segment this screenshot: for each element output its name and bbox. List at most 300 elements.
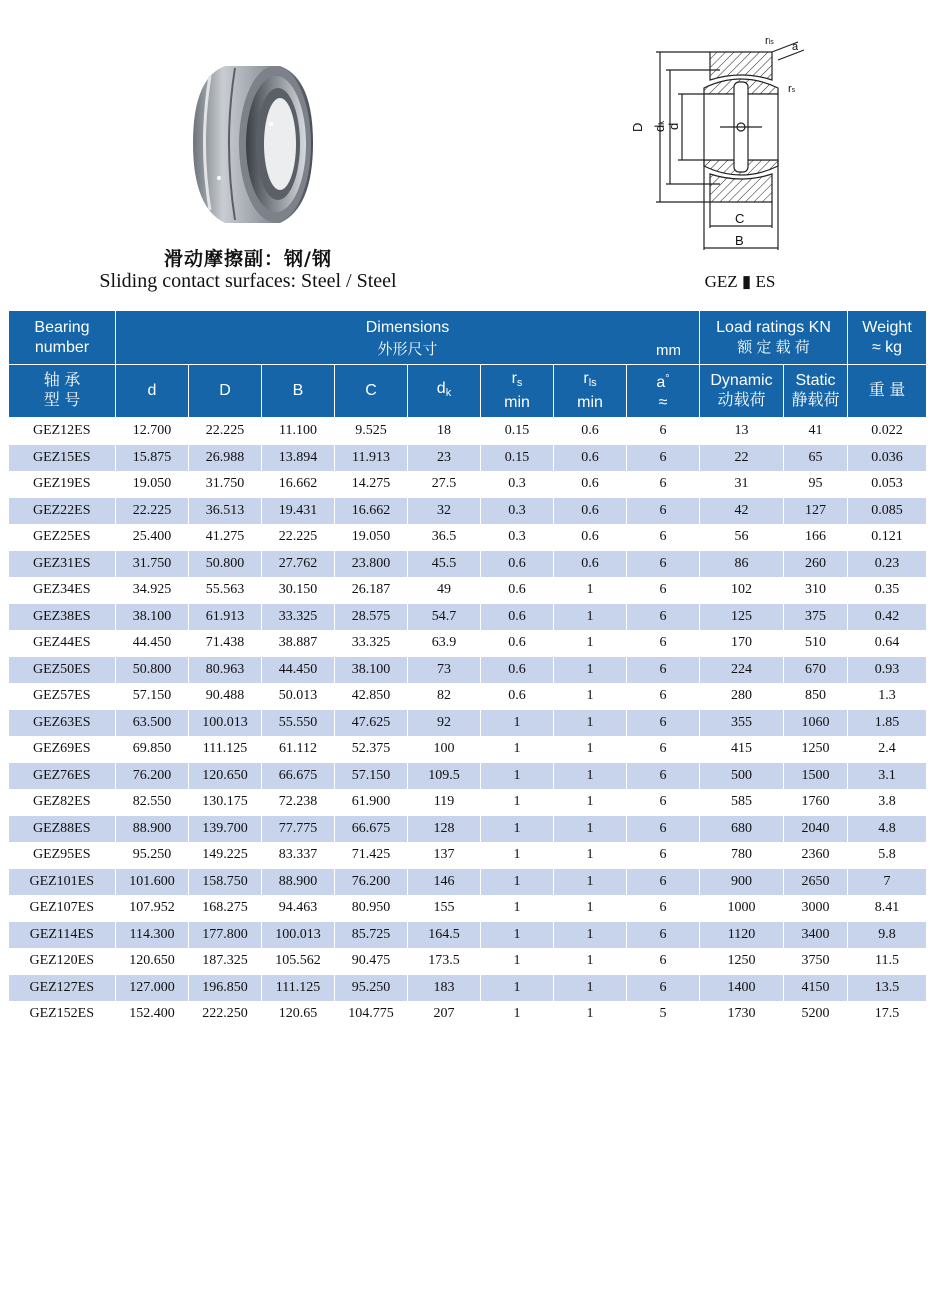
table-cell: 14.275 bbox=[335, 471, 408, 498]
table-cell: 0.022 bbox=[848, 418, 927, 445]
table-cell: 6 bbox=[627, 471, 700, 498]
table-cell: 6 bbox=[627, 895, 700, 922]
table-cell: GEZ107ES bbox=[9, 895, 116, 922]
table-cell: 16.662 bbox=[262, 471, 335, 498]
table-cell: 25.400 bbox=[116, 524, 189, 551]
table-cell: 0.6 bbox=[554, 445, 627, 472]
table-cell: 4150 bbox=[784, 975, 848, 1002]
table-cell: 1 bbox=[554, 683, 627, 710]
table-cell: 82.550 bbox=[116, 789, 189, 816]
table-cell: 100 bbox=[408, 736, 481, 763]
table-cell: 88.900 bbox=[116, 816, 189, 843]
label-d: d bbox=[666, 122, 681, 130]
table-cell: 1 bbox=[554, 604, 627, 631]
table-cell: 72.238 bbox=[262, 789, 335, 816]
table-cell: 128 bbox=[408, 816, 481, 843]
table-cell: 92 bbox=[408, 710, 481, 737]
table-cell: GEZ127ES bbox=[9, 975, 116, 1002]
table-cell: 32 bbox=[408, 498, 481, 525]
table-cell: 2040 bbox=[784, 816, 848, 843]
table-cell: 5.8 bbox=[848, 842, 927, 869]
table-cell: 80.950 bbox=[335, 895, 408, 922]
table-cell: 73 bbox=[408, 657, 481, 684]
table-cell: 85.725 bbox=[335, 922, 408, 949]
table-cell: 375 bbox=[784, 604, 848, 631]
table-cell: GEZ31ES bbox=[9, 551, 116, 578]
table-cell: 18 bbox=[408, 418, 481, 445]
table-cell: 120.650 bbox=[189, 763, 262, 790]
table-cell: 95.250 bbox=[116, 842, 189, 869]
table-cell: 45.5 bbox=[408, 551, 481, 578]
label-D: D bbox=[630, 122, 645, 132]
table-cell: 1 bbox=[481, 922, 554, 949]
table-cell: 0.121 bbox=[848, 524, 927, 551]
table-cell: 17.5 bbox=[848, 1001, 927, 1028]
table-cell: 80.963 bbox=[189, 657, 262, 684]
table-cell: GEZ82ES bbox=[9, 789, 116, 816]
table-cell: 0.64 bbox=[848, 630, 927, 657]
table-cell: 1400 bbox=[700, 975, 784, 1002]
table-cell: 63.500 bbox=[116, 710, 189, 737]
table-cell: 149.225 bbox=[189, 842, 262, 869]
bearing-photo bbox=[185, 58, 320, 233]
table-cell: 1 bbox=[554, 895, 627, 922]
table-cell: GEZ95ES bbox=[9, 842, 116, 869]
table-cell: 1 bbox=[481, 948, 554, 975]
table-cell: 1 bbox=[481, 869, 554, 896]
table-cell: 0.6 bbox=[554, 524, 627, 551]
table-cell: 137 bbox=[408, 842, 481, 869]
table-cell: 23.800 bbox=[335, 551, 408, 578]
label-a: a bbox=[792, 41, 799, 53]
table-row bbox=[9, 789, 927, 816]
table-cell: 173.5 bbox=[408, 948, 481, 975]
table-cell: 0.42 bbox=[848, 604, 927, 631]
table-cell: 76.200 bbox=[335, 869, 408, 896]
table-cell: 6 bbox=[627, 498, 700, 525]
table-cell: 158.750 bbox=[189, 869, 262, 896]
table-cell: GEZ152ES bbox=[9, 1001, 116, 1028]
table-cell: 1 bbox=[481, 816, 554, 843]
table-cell: 1 bbox=[554, 922, 627, 949]
table-cell: 500 bbox=[700, 763, 784, 790]
table-cell: GEZ25ES bbox=[9, 524, 116, 551]
table-cell: 1 bbox=[554, 975, 627, 1002]
dimensions-unit: mm bbox=[656, 342, 681, 359]
table-cell: 102 bbox=[700, 577, 784, 604]
table-cell: 63.9 bbox=[408, 630, 481, 657]
table-cell: 1 bbox=[554, 736, 627, 763]
drawing-caption: GEZ ▮ ES bbox=[704, 272, 776, 291]
table-cell: GEZ76ES bbox=[9, 763, 116, 790]
table-row bbox=[9, 763, 927, 790]
table-cell: 1060 bbox=[784, 710, 848, 737]
table-cell: 139.700 bbox=[189, 816, 262, 843]
table-cell: 42 bbox=[700, 498, 784, 525]
table-cell: 95.250 bbox=[335, 975, 408, 1002]
table-cell: 280 bbox=[700, 683, 784, 710]
table-cell: 6 bbox=[627, 948, 700, 975]
table-cell: 38.887 bbox=[262, 630, 335, 657]
table-cell: 0.085 bbox=[848, 498, 927, 525]
table-cell: 83.337 bbox=[262, 842, 335, 869]
table-cell: GEZ38ES bbox=[9, 604, 116, 631]
table-cell: 77.775 bbox=[262, 816, 335, 843]
table-row bbox=[9, 551, 927, 578]
table-cell: 1 bbox=[554, 657, 627, 684]
weight-unit: ≈ kg bbox=[871, 338, 903, 356]
table-cell: 1250 bbox=[784, 736, 848, 763]
header-col-dynamic: Dynamic 动载荷 bbox=[700, 365, 784, 418]
header-col-static: Static 静载荷 bbox=[784, 365, 848, 418]
table-row bbox=[9, 1001, 927, 1028]
table-row bbox=[9, 895, 927, 922]
table-row bbox=[9, 604, 927, 631]
table-cell: 1.85 bbox=[848, 710, 927, 737]
table-row bbox=[9, 577, 927, 604]
table-cell: 22 bbox=[700, 445, 784, 472]
table-cell: 6 bbox=[627, 869, 700, 896]
table-row bbox=[9, 816, 927, 843]
table-cell: 44.450 bbox=[262, 657, 335, 684]
table-cell: 11.913 bbox=[335, 445, 408, 472]
table-row bbox=[9, 471, 927, 498]
table-cell: 36.5 bbox=[408, 524, 481, 551]
table-cell: 120.650 bbox=[116, 948, 189, 975]
table-cell: 585 bbox=[700, 789, 784, 816]
weight-title: Weight bbox=[862, 318, 912, 336]
table-cell: 76.200 bbox=[116, 763, 189, 790]
table-cell: 57.150 bbox=[335, 763, 408, 790]
table-cell: 0.6 bbox=[554, 498, 627, 525]
table-cell: 310 bbox=[784, 577, 848, 604]
table-cell: 55.550 bbox=[262, 710, 335, 737]
table-cell: 38.100 bbox=[335, 657, 408, 684]
table-cell: 6 bbox=[627, 736, 700, 763]
table-cell: 38.100 bbox=[116, 604, 189, 631]
table-cell: 22.225 bbox=[262, 524, 335, 551]
table-cell: 222.250 bbox=[189, 1001, 262, 1028]
table-cell: 19.050 bbox=[335, 524, 408, 551]
table-cell: 6 bbox=[627, 577, 700, 604]
table-cell: 11.100 bbox=[262, 418, 335, 445]
table-row bbox=[9, 630, 927, 657]
table-cell: 0.3 bbox=[481, 471, 554, 498]
table-cell: 3.1 bbox=[848, 763, 927, 790]
table-cell: GEZ63ES bbox=[9, 710, 116, 737]
table-cell: 86 bbox=[700, 551, 784, 578]
table-cell: 101.600 bbox=[116, 869, 189, 896]
table-cell: GEZ15ES bbox=[9, 445, 116, 472]
table-cell: 100.013 bbox=[189, 710, 262, 737]
table-cell: 11.5 bbox=[848, 948, 927, 975]
table-cell: 36.513 bbox=[189, 498, 262, 525]
table-cell: 1.3 bbox=[848, 683, 927, 710]
table-cell: 1730 bbox=[700, 1001, 784, 1028]
table-cell: 0.6 bbox=[481, 577, 554, 604]
table-cell: 111.125 bbox=[189, 736, 262, 763]
table-cell: 850 bbox=[784, 683, 848, 710]
table-cell: 82 bbox=[408, 683, 481, 710]
table-cell: 90.488 bbox=[189, 683, 262, 710]
table-cell: 0.6 bbox=[554, 551, 627, 578]
table-cell: 114.300 bbox=[116, 922, 189, 949]
table-cell: 105.562 bbox=[262, 948, 335, 975]
bearing-spec-table bbox=[8, 310, 927, 1028]
table-row bbox=[9, 498, 927, 525]
table-cell: 146 bbox=[408, 869, 481, 896]
table-cell: 1 bbox=[481, 789, 554, 816]
header-col-rs: rs min bbox=[481, 365, 554, 418]
table-cell: 41 bbox=[784, 418, 848, 445]
table-cell: 41.275 bbox=[189, 524, 262, 551]
table-cell: 6 bbox=[627, 657, 700, 684]
table-cell: 2.4 bbox=[848, 736, 927, 763]
table-cell: 3.8 bbox=[848, 789, 927, 816]
table-cell: 1000 bbox=[700, 895, 784, 922]
table-cell: 6 bbox=[627, 922, 700, 949]
table-cell: 6 bbox=[627, 842, 700, 869]
table-row bbox=[9, 524, 927, 551]
header-col-dk: dk bbox=[408, 365, 481, 418]
table-cell: 2650 bbox=[784, 869, 848, 896]
table-cell: 27.5 bbox=[408, 471, 481, 498]
table-row bbox=[9, 948, 927, 975]
table-cell: 100.013 bbox=[262, 922, 335, 949]
table-cell: 7 bbox=[848, 869, 927, 896]
table-cell: GEZ44ES bbox=[9, 630, 116, 657]
table-cell: 28.575 bbox=[335, 604, 408, 631]
table-cell: 130.175 bbox=[189, 789, 262, 816]
header-col-d: d bbox=[116, 365, 189, 418]
table-cell: 6 bbox=[627, 551, 700, 578]
table-cell: 1 bbox=[554, 630, 627, 657]
table-row bbox=[9, 710, 927, 737]
table-cell: 0.93 bbox=[848, 657, 927, 684]
table-row bbox=[9, 418, 927, 445]
table-row bbox=[9, 842, 927, 869]
table-cell: 0.23 bbox=[848, 551, 927, 578]
table-cell: 177.800 bbox=[189, 922, 262, 949]
table-cell: 3750 bbox=[784, 948, 848, 975]
table-cell: 0.036 bbox=[848, 445, 927, 472]
table-cell: 22.225 bbox=[116, 498, 189, 525]
dimensions-title: Dimensions bbox=[365, 319, 450, 336]
table-cell: 111.125 bbox=[262, 975, 335, 1002]
table-cell: 170 bbox=[700, 630, 784, 657]
table-cell: 780 bbox=[700, 842, 784, 869]
table-cell: 13.5 bbox=[848, 975, 927, 1002]
table-cell: 127 bbox=[784, 498, 848, 525]
table-cell: 0.3 bbox=[481, 524, 554, 551]
table-row bbox=[9, 657, 927, 684]
load-title: Load ratings KN bbox=[716, 318, 831, 336]
table-cell: 66.675 bbox=[262, 763, 335, 790]
table-cell: 57.150 bbox=[116, 683, 189, 710]
table-cell: 49 bbox=[408, 577, 481, 604]
table-cell: 0.6 bbox=[554, 418, 627, 445]
table-cell: 155 bbox=[408, 895, 481, 922]
table-cell: 42.850 bbox=[335, 683, 408, 710]
table-cell: 31.750 bbox=[116, 551, 189, 578]
table-cell: GEZ34ES bbox=[9, 577, 116, 604]
table-cell: 1 bbox=[554, 842, 627, 869]
table-cell: 1 bbox=[481, 763, 554, 790]
table-cell: 1 bbox=[481, 1001, 554, 1028]
table-cell: 1 bbox=[554, 789, 627, 816]
table-cell: 50.800 bbox=[116, 657, 189, 684]
table-cell: 30.150 bbox=[262, 577, 335, 604]
table-row bbox=[9, 736, 927, 763]
table-cell: 69.850 bbox=[116, 736, 189, 763]
table-cell: 0.6 bbox=[481, 657, 554, 684]
table-cell: 26.187 bbox=[335, 577, 408, 604]
header-weight bbox=[848, 311, 927, 365]
table-cell: GEZ12ES bbox=[9, 418, 116, 445]
table-cell: 31.750 bbox=[189, 471, 262, 498]
table-cell: 6 bbox=[627, 975, 700, 1002]
table-cell: 207 bbox=[408, 1001, 481, 1028]
table-cell: 94.463 bbox=[262, 895, 335, 922]
table-cell: 47.625 bbox=[335, 710, 408, 737]
table-cell: 31 bbox=[700, 471, 784, 498]
table-cell: 27.762 bbox=[262, 551, 335, 578]
table-cell: 187.325 bbox=[189, 948, 262, 975]
table-cell: 61.900 bbox=[335, 789, 408, 816]
table-cell: 1 bbox=[481, 975, 554, 1002]
caption-english: Sliding contact surfaces: Steel / Steel bbox=[99, 270, 397, 292]
table-cell: 54.7 bbox=[408, 604, 481, 631]
label-rls: rls bbox=[765, 35, 774, 47]
table-cell: 1 bbox=[554, 763, 627, 790]
table-cell: 510 bbox=[784, 630, 848, 657]
table-cell: GEZ88ES bbox=[9, 816, 116, 843]
table-cell: 0.3 bbox=[481, 498, 554, 525]
table-cell: 12.700 bbox=[116, 418, 189, 445]
table-cell: 164.5 bbox=[408, 922, 481, 949]
dimensions-cn: 外形尺寸 bbox=[377, 341, 438, 358]
table-cell: 107.952 bbox=[116, 895, 189, 922]
table-cell: 71.425 bbox=[335, 842, 408, 869]
table-cell: 0.35 bbox=[848, 577, 927, 604]
table-cell: 55.563 bbox=[189, 577, 262, 604]
table-cell: 19.050 bbox=[116, 471, 189, 498]
table-cell: 0.6 bbox=[481, 604, 554, 631]
table-cell: 13 bbox=[700, 418, 784, 445]
table-cell: 1 bbox=[554, 948, 627, 975]
table-cell: 0.6 bbox=[481, 683, 554, 710]
table-cell: GEZ57ES bbox=[9, 683, 116, 710]
header-col-B: B bbox=[262, 365, 335, 418]
table-cell: 9.8 bbox=[848, 922, 927, 949]
table-cell: 19.431 bbox=[262, 498, 335, 525]
table-cell: 1 bbox=[481, 842, 554, 869]
table-row bbox=[9, 683, 927, 710]
table-row bbox=[9, 922, 927, 949]
header-bearing-cn: 轴 承 型 号 bbox=[9, 365, 116, 418]
table-cell: 0.6 bbox=[481, 630, 554, 657]
table-cell: 1 bbox=[554, 577, 627, 604]
table-cell: GEZ22ES bbox=[9, 498, 116, 525]
table-cell: 1500 bbox=[784, 763, 848, 790]
table-cell: 16.662 bbox=[335, 498, 408, 525]
header-col-D: D bbox=[189, 365, 262, 418]
table-cell: 109.5 bbox=[408, 763, 481, 790]
header-load-ratings bbox=[700, 311, 848, 365]
table-cell: 5 bbox=[627, 1001, 700, 1028]
table-cell: 6 bbox=[627, 418, 700, 445]
header-bearing-number: Bearing number bbox=[9, 311, 116, 365]
table-cell: 1 bbox=[554, 1001, 627, 1028]
table-cell: 65 bbox=[784, 445, 848, 472]
table-cell: 1 bbox=[481, 710, 554, 737]
table-cell: GEZ114ES bbox=[9, 922, 116, 949]
table-cell: 52.375 bbox=[335, 736, 408, 763]
table-cell: 1 bbox=[481, 895, 554, 922]
table-cell: 61.112 bbox=[262, 736, 335, 763]
table-cell: 415 bbox=[700, 736, 784, 763]
table-cell: 260 bbox=[784, 551, 848, 578]
table-cell: 56 bbox=[700, 524, 784, 551]
label-rs: rs bbox=[788, 83, 796, 95]
table-cell: 1 bbox=[554, 816, 627, 843]
table-cell: GEZ69ES bbox=[9, 736, 116, 763]
table-cell: 8.41 bbox=[848, 895, 927, 922]
table-cell: 50.800 bbox=[189, 551, 262, 578]
table-cell: 1120 bbox=[700, 922, 784, 949]
load-cn: 额 定 载 荷 bbox=[737, 338, 810, 356]
header-dimensions bbox=[116, 311, 700, 365]
label-dk: dk bbox=[652, 120, 667, 132]
table-row bbox=[9, 445, 927, 472]
table-cell: 6 bbox=[627, 683, 700, 710]
table-cell: 50.013 bbox=[262, 683, 335, 710]
table-cell: 0.15 bbox=[481, 418, 554, 445]
table-cell: 33.325 bbox=[335, 630, 408, 657]
table-cell: 183 bbox=[408, 975, 481, 1002]
table-cell: GEZ50ES bbox=[9, 657, 116, 684]
table-cell: GEZ19ES bbox=[9, 471, 116, 498]
table-cell: 224 bbox=[700, 657, 784, 684]
table-cell: 355 bbox=[700, 710, 784, 737]
table-body bbox=[9, 418, 927, 1028]
table-cell: 44.450 bbox=[116, 630, 189, 657]
label-C: C bbox=[735, 211, 745, 226]
table-cell: 13.894 bbox=[262, 445, 335, 472]
table-cell: 33.325 bbox=[262, 604, 335, 631]
table-cell: 1 bbox=[481, 736, 554, 763]
header-col-weight-cn: 重 量 bbox=[848, 365, 927, 418]
table-cell: 6 bbox=[627, 816, 700, 843]
table-cell: 6 bbox=[627, 604, 700, 631]
table-cell: 0.6 bbox=[554, 471, 627, 498]
table-cell: 9.525 bbox=[335, 418, 408, 445]
table-cell: 3000 bbox=[784, 895, 848, 922]
table-cell: 900 bbox=[700, 869, 784, 896]
table-row bbox=[9, 869, 927, 896]
header-col-C: C bbox=[335, 365, 408, 418]
table-cell: 26.988 bbox=[189, 445, 262, 472]
bearing-cross-section-drawing bbox=[620, 30, 810, 260]
table-cell: 1 bbox=[554, 869, 627, 896]
table-cell: 127.000 bbox=[116, 975, 189, 1002]
table-cell: 104.775 bbox=[335, 1001, 408, 1028]
table-cell: 61.913 bbox=[189, 604, 262, 631]
header-col-rls: rls min bbox=[554, 365, 627, 418]
table-cell: 5200 bbox=[784, 1001, 848, 1028]
table-cell: 0.15 bbox=[481, 445, 554, 472]
table-cell: 15.875 bbox=[116, 445, 189, 472]
